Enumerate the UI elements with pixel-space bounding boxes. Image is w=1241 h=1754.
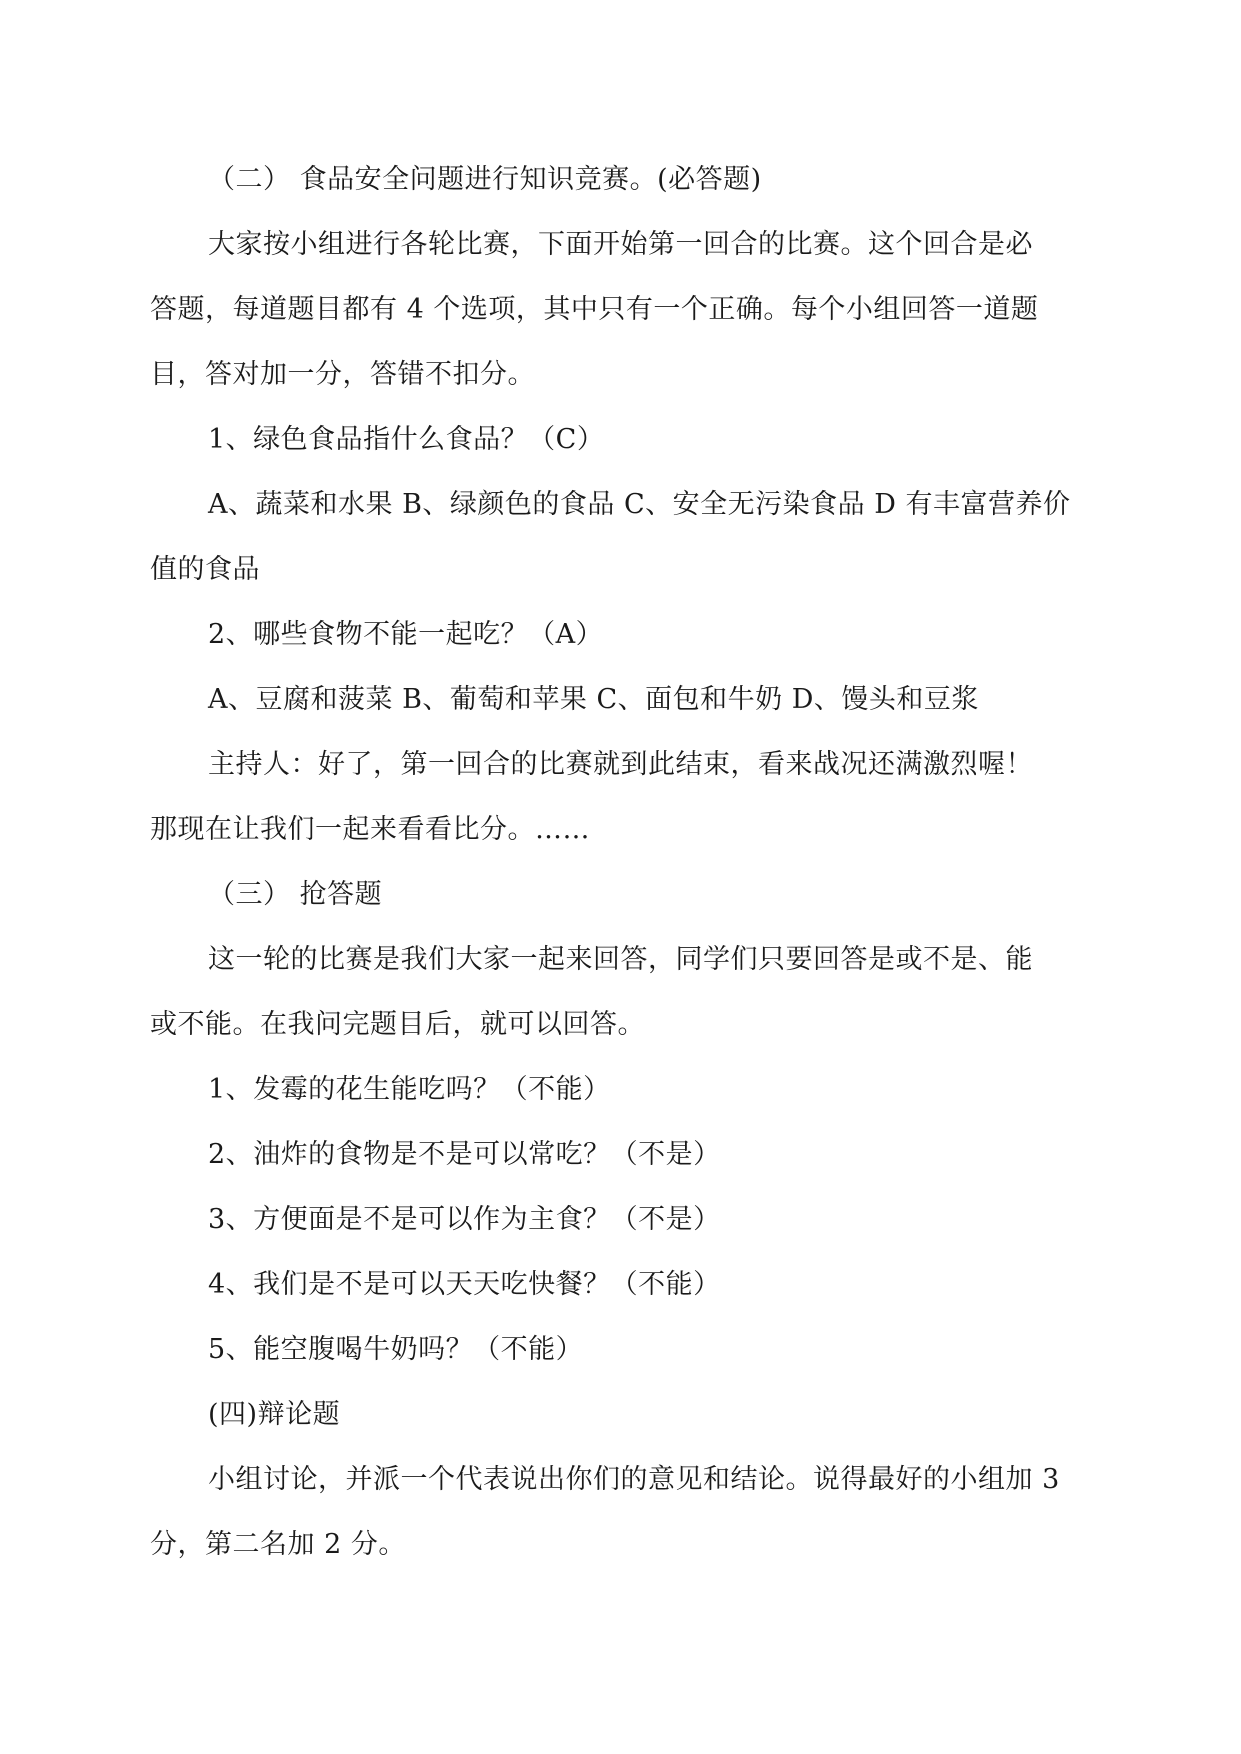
- paragraph-line: 这一轮的比赛是我们大家一起来回答，同学们只要回答是或不是、能: [208, 944, 1033, 975]
- paragraph-line: 大家按小组进行各轮比赛，下面开始第一回合的比赛。这个回合是必: [208, 229, 1033, 260]
- question-1: 1、绿色食品指什么食品？（C）: [208, 424, 605, 455]
- quick-question-1: 1、发霉的花生能吃吗？（不能）: [208, 1074, 611, 1105]
- host-remark-cont: 那现在让我们一起来看看比分。……: [150, 814, 590, 845]
- question-1-options: A、蔬菜和水果 B、绿颜色的食品 C、安全无污染食品 D 有丰富营养价: [208, 489, 1071, 520]
- paragraph-line: 小组讨论，并派一个代表说出你们的意见和结论。说得最好的小组加 3: [208, 1464, 1060, 1495]
- question-2-options: A、豆腐和菠菜 B、葡萄和苹果 C、面包和牛奶 D、馒头和豆浆: [208, 684, 979, 715]
- quick-question-3: 3、方便面是不是可以作为主食？（不是）: [208, 1204, 721, 1235]
- section-heading-3: （三） 抢答题: [208, 879, 383, 910]
- quick-question-4: 4、我们是不是可以天天吃快餐？（不能）: [208, 1269, 721, 1300]
- paragraph-line: 或不能。在我问完题目后，就可以回答。: [150, 1009, 645, 1040]
- host-remark: 主持人：好了，第一回合的比赛就到此结束，看来战况还满激烈喔！: [208, 749, 1033, 780]
- paragraph-line: 目，答对加一分，答错不扣分。: [150, 359, 535, 390]
- quick-question-5: 5、能空腹喝牛奶吗？（不能）: [208, 1334, 584, 1365]
- paragraph-line: 答题，每道题目都有 4 个选项，其中只有一个正确。每个小组回答一道题: [150, 294, 1039, 325]
- paragraph-line: 分，第二名加 2 分。: [150, 1529, 406, 1560]
- section-heading-2: （二） 食品安全问题进行知识竞赛。(必答题): [208, 164, 762, 195]
- question-1-options-cont: 值的食品: [150, 554, 260, 585]
- section-heading-4: (四)辩论题: [208, 1399, 341, 1430]
- quick-question-2: 2、油炸的食物是不是可以常吃？（不是）: [208, 1139, 721, 1170]
- question-2: 2、哪些食物不能一起吃？（A）: [208, 619, 604, 650]
